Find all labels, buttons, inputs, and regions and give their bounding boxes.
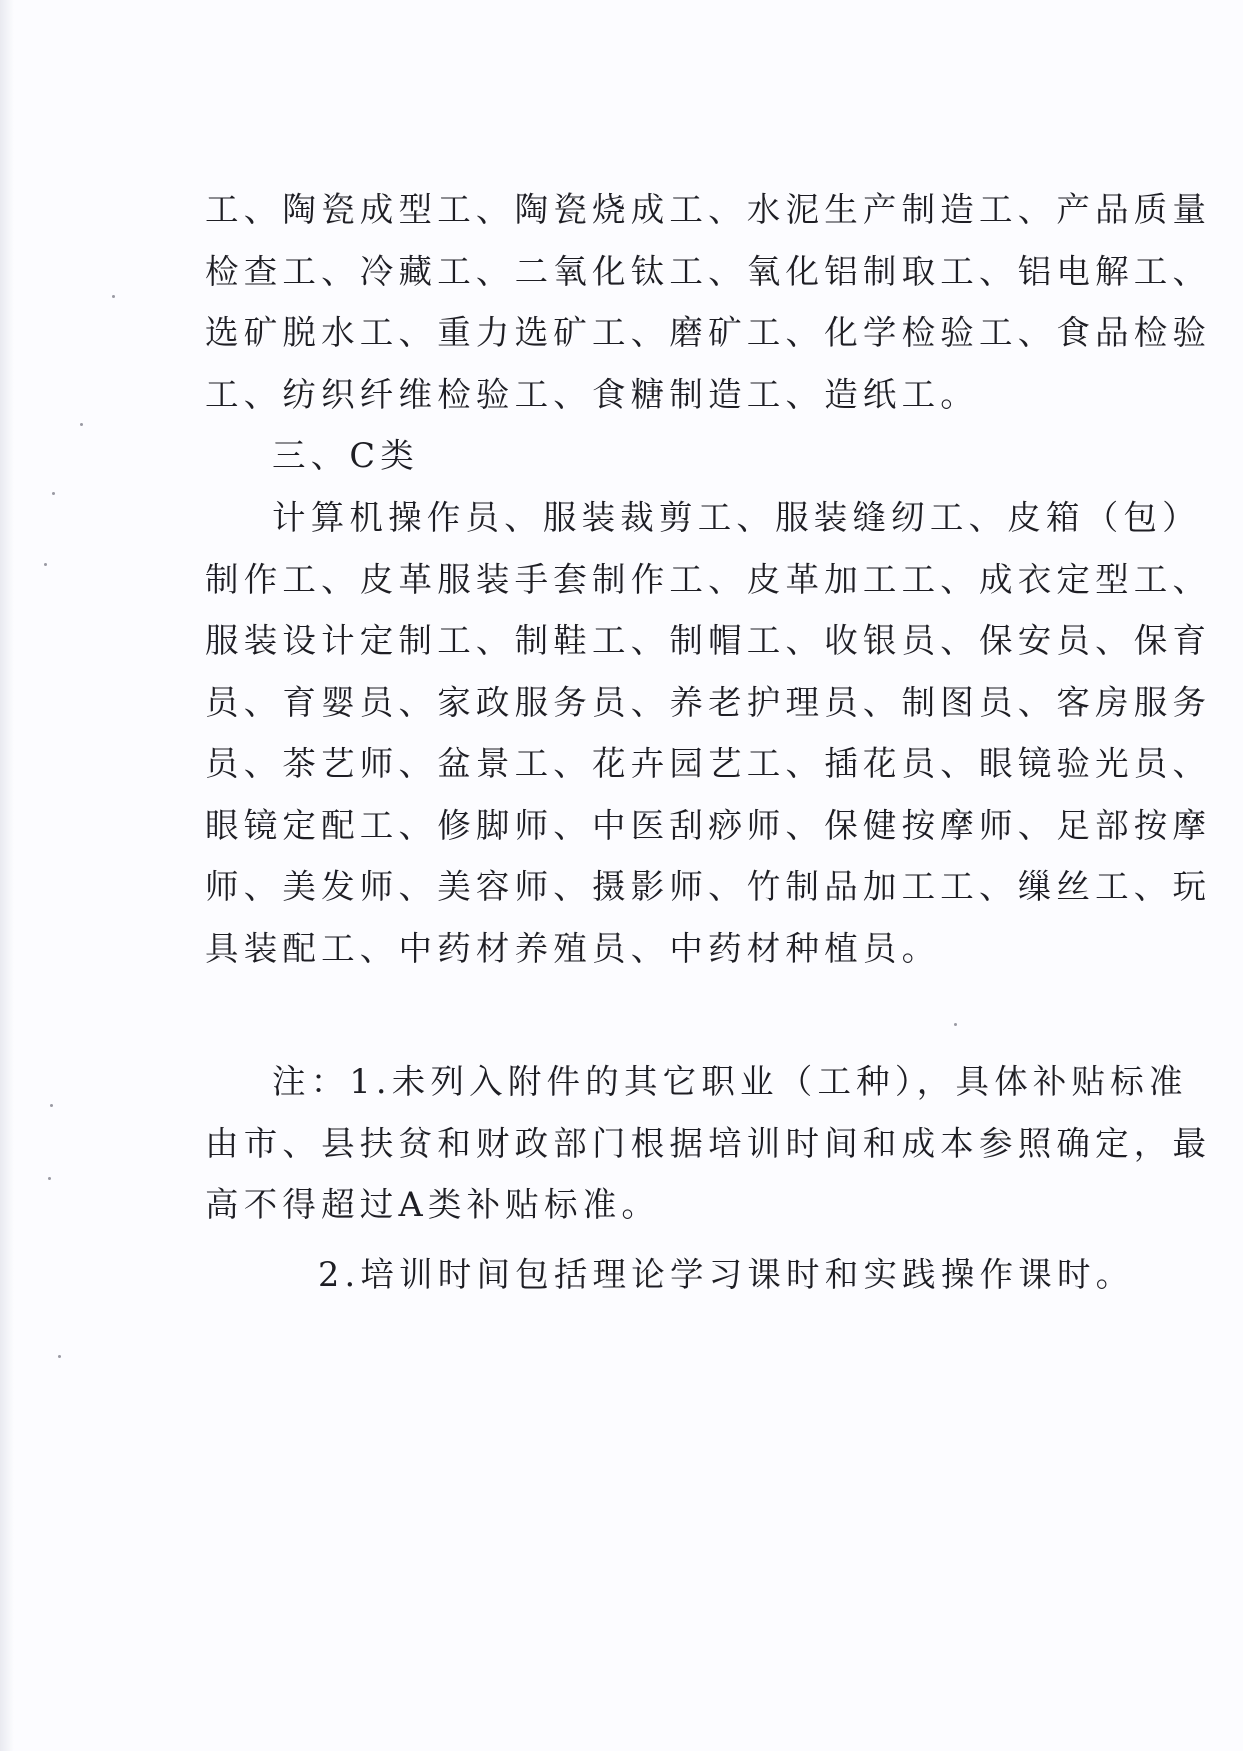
scan-speck [112, 295, 115, 298]
scan-speck [52, 492, 55, 495]
text-line-4: 工、纺织纤维检验工、食糖制造工、造纸工。 [205, 375, 979, 414]
scan-speck [58, 1355, 61, 1358]
scan-speck [80, 423, 83, 426]
text-line-1: 工、陶瓷成型工、陶瓷烧成工、水泥生产制造工、产品质量 [205, 190, 1212, 229]
text-line-6: 计算机操作员、服装裁剪工、服装缝纫工、皮箱（包） [272, 498, 1201, 537]
section-heading-c: 三、C类 [272, 436, 419, 475]
note-line-4: 2.培训时间包括理论学习课时和实践操作课时。 [318, 1255, 1135, 1294]
note-line-1: 注：1.未列入附件的其它职业（工种），具体补贴标准 [272, 1062, 1188, 1101]
text-line-13: 具装配工、中药材养殖员、中药材种植员。 [205, 929, 941, 968]
note-line-2: 由市、县扶贫和财政部门根据培训时间和成本参照确定，最 [205, 1124, 1212, 1163]
text-line-2: 检查工、冷藏工、二氧化钛工、氧化铝制取工、铝电解工、 [205, 252, 1212, 291]
text-line-8: 服装设计定制工、制鞋工、制帽工、收银员、保安员、保育 [205, 621, 1212, 660]
note-line-3: 高不得超过A类补贴标准。 [205, 1185, 661, 1224]
scan-speck [44, 563, 47, 566]
text-line-10: 员、茶艺师、盆景工、花卉园艺工、插花员、眼镜验光员、 [205, 744, 1212, 783]
scan-speck [48, 1177, 51, 1180]
text-line-7: 制作工、皮革服装手套制作工、皮革加工工、成衣定型工、 [205, 560, 1212, 599]
scan-edge [0, 0, 14, 1751]
text-line-9: 员、育婴员、家政服务员、养老护理员、制图员、客房服务 [205, 683, 1212, 722]
text-line-11: 眼镜定配工、修脚师、中医刮痧师、保健按摩师、足部按摩 [205, 806, 1212, 845]
scan-speck [954, 1023, 957, 1026]
text-line-3: 选矿脱水工、重力选矿工、磨矿工、化学检验工、食品检验 [205, 313, 1212, 352]
text-line-12: 师、美发师、美容师、摄影师、竹制品加工工、缫丝工、玩 [205, 867, 1212, 906]
scan-speck [50, 1104, 53, 1107]
